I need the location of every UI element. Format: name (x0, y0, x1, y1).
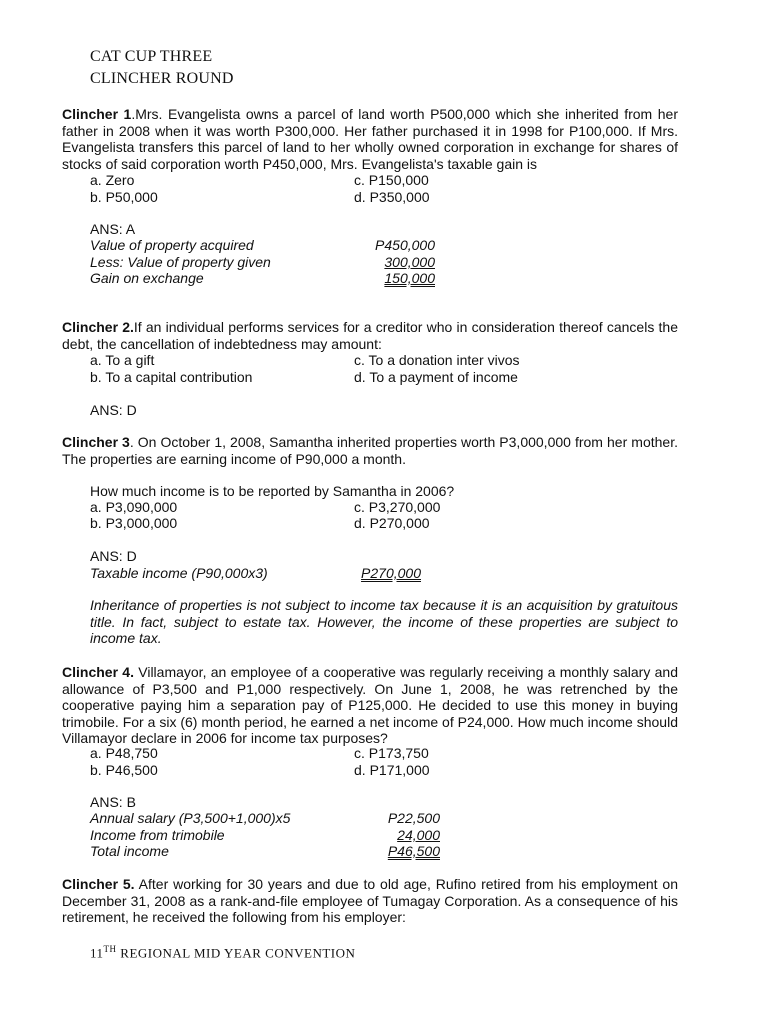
clincher-2-option-a: a. To a gift (90, 352, 155, 368)
footer-text: REGIONAL MID YEAR CONVENTION (116, 945, 356, 961)
clincher-3-question (62, 434, 678, 467)
clincher-2-option-d: d. To a payment of income (354, 369, 518, 385)
clincher-3-option-c: c. P3,270,000 (354, 499, 441, 515)
clincher-4-option-a: a. P48,750 (90, 745, 158, 761)
clincher-1-row-1-label: Value of property acquired (90, 237, 254, 253)
clincher-1-question (62, 106, 678, 172)
clincher-3-answer: ANS: D (90, 548, 137, 564)
clincher-3-row-1-label: Taxable income (P90,000x3) (90, 565, 268, 581)
clincher-4-row-1-label: Annual salary (P3,500+1,000)x5 (90, 810, 291, 826)
clincher-1-option-d: d. P350,000 (354, 189, 430, 205)
clincher-1-answer: ANS: A (90, 221, 136, 237)
clincher-2-question (62, 319, 678, 352)
clincher-1-option-a: a. Zero (90, 172, 135, 188)
clincher-1-row-3-label: Gain on exchange (90, 270, 204, 286)
clincher-4-text: Villamayor, an employee of a cooperative was regularly receiving a monthly salary and allowance of P3,500 and P1,000 respectively. On June 1, 2008, he was retrenched by the cooperative paying him a separation pay of P125,000. He decided to use this money in buying trimobile. For a six (6) month period, he earned a net income of P24,000. How much income should Villamayor declare in 2006 for income tax purposes? (62, 664, 678, 746)
clincher-1-text: .Mrs. Evangelista owns a parcel of land worth P500,000 which she inherited from her father in 2008 when it was worth P300,000. Her father purchased it in 1998 for P100,000. If Mrs. Evangelista transfers this parcel of land to her wholly owned corporation in exchange for shares of stocks of said corporation worth P450,000, Mrs. Evangelista's taxable gain is (62, 106, 678, 172)
clincher-1-row-3-value: 150,000 (384, 270, 435, 286)
clincher-2-label: Clincher 2. (62, 319, 134, 335)
clincher-5-label: Clincher 5. (62, 876, 135, 892)
clincher-4-row-3-value: P46,500 (387, 843, 440, 859)
clincher-3-label: Clincher 3 (62, 434, 130, 450)
title-line-1: CAT CUP THREE (90, 48, 213, 65)
clincher-4-row-2-value: 24,000 (397, 827, 440, 843)
clincher-1-option-c: c. P150,000 (354, 172, 429, 188)
clincher-1-row-2-value: 300,000 (384, 254, 435, 270)
clincher-4-option-c: c. P173,750 (354, 745, 429, 761)
footer-number: 11 (90, 945, 104, 961)
clincher-3-row-1-value: P270,000 (361, 565, 421, 581)
clincher-4-row-1-value: P22,500 (387, 810, 440, 826)
clincher-4-row-3-label: Total income (90, 843, 169, 859)
clincher-5-text: After working for 30 years and due to old age, Rufino retired from his employment on December 31, 2008 as a rank-and-file employee of Tumagay Corporation. As a consequence of his retirement, he received the following from his employer: (62, 876, 678, 925)
page-footer (90, 944, 355, 961)
clincher-4-row-2-label: Income from trimobile (90, 827, 225, 843)
clincher-3-option-a: a. P3,090,000 (90, 499, 178, 515)
clincher-3-option-b: b. P3,000,000 (90, 515, 178, 531)
clincher-4-question (62, 664, 678, 747)
clincher-1-row-2-label: Less: Value of property given (90, 254, 271, 270)
clincher-2-answer: ANS: D (90, 402, 137, 418)
clincher-2-text: If an individual performs services for a creditor who in consideration thereof cancels the debt, the cancellation of indebtedness may amount: (62, 319, 678, 352)
clincher-3-text: . On October 1, 2008, Samantha inherited properties worth P3,000,000 from her mother. The properties are earning income of P90,000 a month. (62, 434, 678, 467)
clincher-1-option-b: b. P50,000 (90, 189, 158, 205)
footer-superscript: TH (103, 944, 117, 954)
clincher-4-label: Clincher 4. (62, 664, 134, 680)
clincher-5-question (62, 876, 678, 926)
clincher-3-subquestion: How much income is to be reported by Samantha in 2006? (90, 483, 455, 499)
clincher-3-note: Inheritance of properties is not subject to income tax because it is an acquisition by gratuitous title. In fact, subject to estate tax. However, the income of these properties are subject to income tax. (90, 597, 678, 646)
clincher-1-row-1-value: P450,000 (375, 237, 435, 253)
clincher-3-option-d: d. P270,000 (354, 515, 430, 531)
clincher-4-option-b: b. P46,500 (90, 762, 158, 778)
clincher-4-answer: ANS: B (90, 794, 136, 810)
title-line-2: CLINCHER ROUND (90, 70, 234, 87)
clincher-4-option-d: d. P171,000 (354, 762, 430, 778)
clincher-2-option-c: c. To a donation inter vivos (354, 352, 520, 368)
clincher-1-label: Clincher 1 (62, 106, 132, 122)
clincher-2-option-b: b. To a capital contribution (90, 369, 253, 385)
